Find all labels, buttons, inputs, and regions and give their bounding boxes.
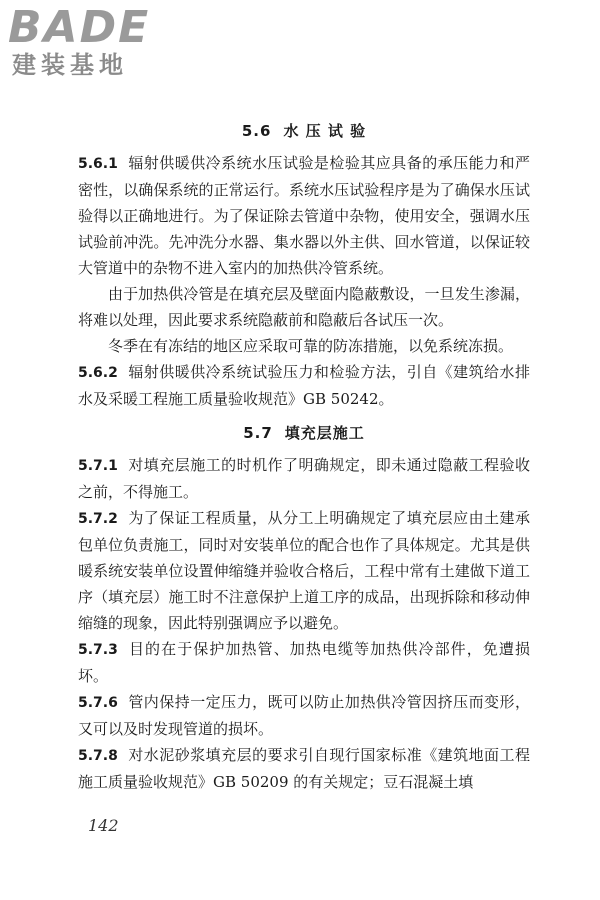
- clause-number: 5.7.8: [78, 748, 118, 764]
- clause-5-6-1: [78, 150, 530, 281]
- page-number: 142: [88, 816, 119, 835]
- clause-5-7-1: [78, 452, 530, 505]
- logo: [8, 2, 178, 80]
- clause-number: 5.7.2: [78, 511, 118, 527]
- clause-text: 对水泥砂浆填充层的要求引自现行国家标准《建筑地面工程施工质量验收规范》GB 50209 的有关规定；豆石混凝土填: [78, 746, 530, 791]
- section-number: 5.7: [243, 424, 273, 442]
- clause-number: 5.6.1: [78, 156, 118, 172]
- section-heading: 填充层施工: [284, 424, 365, 442]
- paragraph: 冬季在有冻结的地区应采取可靠的防冻措施，以免系统冻损。: [108, 337, 514, 355]
- section-number: 5.6: [241, 122, 272, 140]
- clause-text: 辐射供暖供冷系统水压试验是检验其应具备的承压能力和严密性，以确保系统的正常运行。系统水压试验程序是为了确保水压试验得以正确地进行。为了保证除去管道中杂物，使用安全，强调水压试验前冲洗。先冲洗分水器、集水器以外主供、回水管道，以保证较大管道中的杂物不进入室内的加热供冷管系统。: [78, 154, 530, 277]
- logo-subtitle: 建装基地: [12, 51, 128, 79]
- section-title: [78, 118, 530, 144]
- clause-number: 5.6.2: [78, 365, 118, 381]
- clause-number: 5.7.3: [78, 642, 118, 658]
- clause-5-7-8: [78, 742, 530, 795]
- clause-text: 管内保持一定压力，既可以防止加热供冷管因挤压而变形，又可以及时发现管道的损坏。: [78, 693, 530, 738]
- clause-text: 对填充层施工的时机作了明确规定，即未通过隐蔽工程验收之前，不得施工。: [78, 456, 530, 501]
- clause-text: 为了保证工程质量，从分工上明确规定了填充层应由土建承包单位负责施工，同时对安装单位的配合也作了具体规定。尤其是供暖系统安装单位设置伸缩缝并验收合格后，工程中常有土建做下道工序（填充层）施工时不注意保护上道工序的成品，出现拆除和移动伸缩缝的现象，因此特别强调应予以避免。: [78, 509, 530, 632]
- clause-text: 目的在于保护加热管、加热电缆等加热供冷部件，免遭损坏。: [78, 640, 530, 685]
- section-heading: 水 压 试 验: [283, 122, 367, 140]
- clause-text: 辐射供暖供冷系统试验压力和检验方法，引自《建筑给水排水及采暖工程施工质量验收规范》GB 50242。: [78, 363, 530, 408]
- page-body: [78, 118, 530, 795]
- clause-number: 5.7.1: [78, 458, 118, 474]
- clause-number: 5.7.6: [78, 695, 118, 711]
- logo-wordmark: BADE: [8, 2, 151, 53]
- clause-5-6-2: [78, 359, 530, 412]
- paragraph: 由于加热供冷管是在填充层及壁面内隐蔽敷设，一旦发生渗漏，将难以处理，因此要求系统隐蔽前和隐蔽后各试压一次。: [78, 285, 530, 329]
- clause-5-7-6: [78, 689, 530, 742]
- section-title: [78, 420, 530, 446]
- clause-5-7-3: [78, 636, 530, 689]
- clause-5-7-2: [78, 505, 530, 636]
